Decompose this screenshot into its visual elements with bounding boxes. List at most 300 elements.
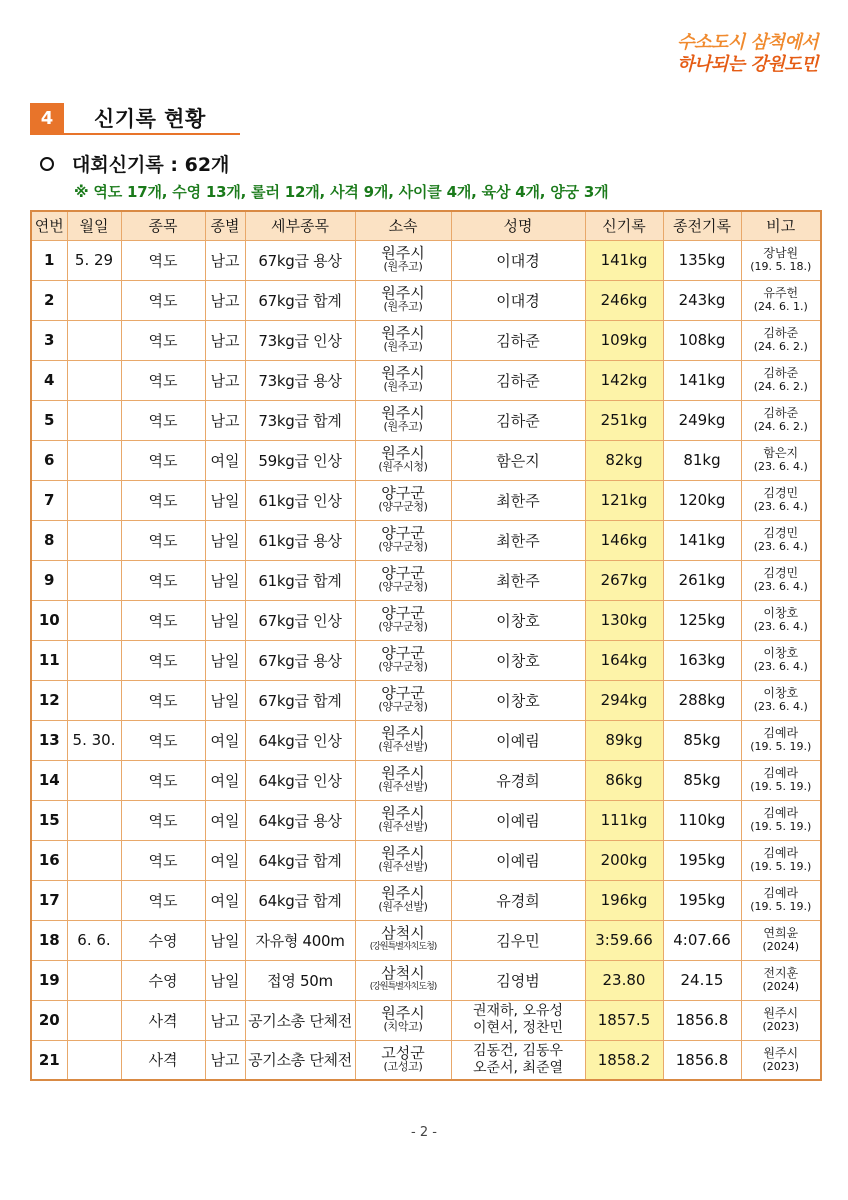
- org-main: 원주시: [381, 244, 425, 262]
- org-sub: (양구군청): [378, 660, 428, 673]
- cell-org: [355, 920, 451, 960]
- cell-note: [741, 560, 821, 600]
- cell-note: [741, 280, 821, 320]
- note-date: (23. 6. 4.): [753, 620, 808, 633]
- cell-date: [67, 600, 121, 640]
- org-main: 원주시: [381, 844, 425, 862]
- records-table: [30, 210, 822, 1081]
- note-date: (24. 6. 2.): [753, 340, 808, 353]
- cell-sport: 역도: [121, 360, 205, 400]
- cell-org: [355, 520, 451, 560]
- org-sub: (원주선발): [378, 900, 428, 913]
- cell-date: 5. 30.: [67, 720, 121, 760]
- cell-name: 이대경: [451, 280, 585, 320]
- cell-date: [67, 1040, 121, 1080]
- header-no: 연번: [31, 211, 67, 240]
- cell-detail: 73kg급 용상: [245, 360, 355, 400]
- cell-no: 7: [31, 480, 67, 520]
- table-row: [31, 960, 821, 1000]
- cell-org: [355, 960, 451, 1000]
- circle-bullet-icon: [40, 157, 54, 171]
- record-breakdown-note: ※ 역도 17개, 수영 13개, 롤러 12개, 사격 9개, 사이클 4개, 육상 4개, 양궁 3개: [74, 183, 609, 201]
- subheading-text: 대회신기록 : 62개: [72, 154, 230, 176]
- header-org: 소속: [355, 211, 451, 240]
- cell-new-record: 89kg: [585, 720, 663, 760]
- cell-new-record: 146kg: [585, 520, 663, 560]
- cell-detail: 공기소총 단체전: [245, 1040, 355, 1080]
- cell-org: [355, 1000, 451, 1040]
- cell-sport: 역도: [121, 600, 205, 640]
- note-date: (19. 5. 19.): [750, 860, 812, 873]
- cell-note: [741, 680, 821, 720]
- cell-no: 18: [31, 920, 67, 960]
- cell-org: [355, 800, 451, 840]
- cell-sport: 수영: [121, 960, 205, 1000]
- org-main: 원주시: [381, 764, 425, 782]
- cell-org: [355, 360, 451, 400]
- brand-line-2: 하나되는 강원도민: [677, 54, 818, 75]
- cell-prev-record: 195kg: [663, 880, 741, 920]
- cell-division: 남고: [205, 1000, 245, 1040]
- cell-sport: 역도: [121, 880, 205, 920]
- note-date: (23. 6. 4.): [753, 660, 808, 673]
- org-main: 삼척시: [381, 964, 425, 982]
- table-row: [31, 640, 821, 680]
- cell-note: [741, 1000, 821, 1040]
- org-sub: (양구군청): [378, 580, 428, 593]
- header-name: 성명: [451, 211, 585, 240]
- cell-date: [67, 480, 121, 520]
- header-note: 비고: [741, 211, 821, 240]
- org-sub: (원주고): [383, 340, 423, 353]
- cell-org: [355, 280, 451, 320]
- org-sub: (양구군청): [378, 700, 428, 713]
- org-main: 양구군: [381, 484, 425, 502]
- org-main: 양구군: [381, 524, 425, 542]
- note-date: (23. 6. 4.): [753, 580, 808, 593]
- cell-date: [67, 440, 121, 480]
- cell-no: 14: [31, 760, 67, 800]
- cell-prev-record: 163kg: [663, 640, 741, 680]
- cell-name: 유경희: [451, 760, 585, 800]
- cell-name: 함은지: [451, 440, 585, 480]
- cell-sport: 역도: [121, 760, 205, 800]
- org-sub: (강원특별자치도청): [369, 982, 437, 992]
- cell-detail: 67kg급 합계: [245, 680, 355, 720]
- brand-slogan: [677, 32, 818, 76]
- cell-no: 21: [31, 1040, 67, 1080]
- cell-no: 19: [31, 960, 67, 1000]
- header-division: 종별: [205, 211, 245, 240]
- cell-name: 김하준: [451, 360, 585, 400]
- cell-prev-record: 261kg: [663, 560, 741, 600]
- org-sub: (원주선발): [378, 820, 428, 833]
- cell-sport: 역도: [121, 640, 205, 680]
- note-holder: 전지훈: [763, 966, 799, 980]
- cell-name: 김동건, 김동우 오준서, 최준열: [451, 1040, 585, 1080]
- org-main: 원주시: [381, 884, 425, 902]
- cell-detail: 61kg급 합계: [245, 560, 355, 600]
- note-date: (2023): [762, 1059, 800, 1073]
- note-date: (19. 5. 19.): [750, 740, 812, 753]
- cell-prev-record: 1856.8: [663, 1000, 741, 1040]
- records-body: [31, 240, 821, 1080]
- org-sub: (양구군청): [378, 500, 428, 513]
- cell-name: 최한주: [451, 560, 585, 600]
- table-row: [31, 840, 821, 880]
- cell-division: 남고: [205, 280, 245, 320]
- cell-detail: 61kg급 용상: [245, 520, 355, 560]
- cell-org: [355, 480, 451, 520]
- cell-date: 6. 6.: [67, 920, 121, 960]
- cell-no: 11: [31, 640, 67, 680]
- header-prev-record: 종전기록: [663, 211, 741, 240]
- cell-division: 여일: [205, 440, 245, 480]
- cell-division: 남일: [205, 480, 245, 520]
- cell-prev-record: 81kg: [663, 440, 741, 480]
- cell-name: 이창호: [451, 600, 585, 640]
- cell-org: [355, 840, 451, 880]
- table-row: [31, 680, 821, 720]
- subheading: [40, 150, 229, 177]
- note-holder: 김경민: [763, 486, 799, 500]
- org-main: 원주시: [381, 324, 425, 342]
- cell-detail: 접영 50m: [245, 960, 355, 1000]
- cell-sport: 역도: [121, 720, 205, 760]
- cell-sport: 역도: [121, 560, 205, 600]
- table-row: [31, 480, 821, 520]
- cell-new-record: 164kg: [585, 640, 663, 680]
- cell-division: 남일: [205, 640, 245, 680]
- org-sub: (치악고): [383, 1020, 423, 1033]
- cell-name: 권재하, 오유성 이현서, 정찬민: [451, 1000, 585, 1040]
- section-heading: [30, 103, 240, 135]
- cell-note: [741, 800, 821, 840]
- cell-date: [67, 360, 121, 400]
- cell-sport: 역도: [121, 280, 205, 320]
- cell-division: 남일: [205, 960, 245, 1000]
- cell-no: 5: [31, 400, 67, 440]
- note-date: (2024): [762, 940, 800, 953]
- brand-line-1: 수소도시 삼척에서: [677, 32, 818, 53]
- cell-name: 이예림: [451, 840, 585, 880]
- cell-division: 남고: [205, 320, 245, 360]
- cell-new-record: 1858.2: [585, 1040, 663, 1080]
- org-main: 원주시: [381, 404, 425, 422]
- cell-org: [355, 240, 451, 280]
- cell-note: [741, 360, 821, 400]
- cell-prev-record: 243kg: [663, 280, 741, 320]
- org-sub: (강원특별자치도청): [369, 942, 437, 952]
- cell-new-record: 246kg: [585, 280, 663, 320]
- cell-sport: 수영: [121, 920, 205, 960]
- cell-prev-record: 24.15: [663, 960, 741, 1000]
- cell-date: [67, 640, 121, 680]
- org-main: 원주시: [381, 444, 425, 462]
- cell-name: 김하준: [451, 320, 585, 360]
- note-date: (19. 5. 19.): [750, 820, 812, 833]
- cell-prev-record: 120kg: [663, 480, 741, 520]
- cell-org: [355, 440, 451, 480]
- note-holder: 김예라: [763, 766, 799, 780]
- org-sub: (고성고): [383, 1059, 423, 1073]
- table-row: [31, 1000, 821, 1040]
- cell-detail: 67kg급 합계: [245, 280, 355, 320]
- table-header-row: [31, 211, 821, 240]
- header-detail: 세부종목: [245, 211, 355, 240]
- org-main: 양구군: [381, 684, 425, 702]
- cell-division: 여일: [205, 800, 245, 840]
- org-sub: (원주고): [383, 420, 423, 433]
- cell-detail: 자유형 400m: [245, 920, 355, 960]
- table-row: [31, 520, 821, 560]
- note-holder: 이창호: [763, 686, 799, 700]
- cell-name: 유경희: [451, 880, 585, 920]
- cell-new-record: 82kg: [585, 440, 663, 480]
- cell-name: 이예림: [451, 800, 585, 840]
- cell-no: 9: [31, 560, 67, 600]
- note-date: (19. 5. 18.): [750, 260, 812, 273]
- cell-no: 10: [31, 600, 67, 640]
- cell-detail: 59kg급 인상: [245, 440, 355, 480]
- cell-detail: 67kg급 용상: [245, 240, 355, 280]
- cell-prev-record: 249kg: [663, 400, 741, 440]
- cell-division: 남고: [205, 240, 245, 280]
- cell-name: 최한주: [451, 520, 585, 560]
- table-row: [31, 240, 821, 280]
- note-holder: 김예라: [763, 886, 799, 900]
- note-holder: 김경민: [763, 566, 799, 580]
- org-main: 양구군: [381, 644, 425, 662]
- note-date: (24. 6. 2.): [753, 420, 808, 433]
- cell-name: 김하준: [451, 400, 585, 440]
- cell-note: [741, 840, 821, 880]
- note-date: (23. 6. 4.): [753, 460, 808, 473]
- note-holder: 김하준: [763, 326, 799, 340]
- cell-no: 6: [31, 440, 67, 480]
- note-holder: 함은지: [763, 446, 799, 460]
- cell-detail: 64kg급 인상: [245, 760, 355, 800]
- cell-sport: 역도: [121, 320, 205, 360]
- cell-sport: 역도: [121, 240, 205, 280]
- cell-org: [355, 640, 451, 680]
- note-holder: 김경민: [763, 526, 799, 540]
- org-main: 원주시: [381, 724, 425, 742]
- cell-name: 김우민: [451, 920, 585, 960]
- org-sub: (양구군청): [378, 620, 428, 633]
- cell-date: [67, 760, 121, 800]
- table-row: [31, 600, 821, 640]
- cell-division: 남일: [205, 920, 245, 960]
- section-number: 4: [30, 103, 64, 133]
- cell-prev-record: 135kg: [663, 240, 741, 280]
- cell-prev-record: 141kg: [663, 360, 741, 400]
- header-sport: 종목: [121, 211, 205, 240]
- cell-no: 17: [31, 880, 67, 920]
- cell-note: [741, 960, 821, 1000]
- cell-sport: 역도: [121, 480, 205, 520]
- cell-org: [355, 880, 451, 920]
- cell-org: [355, 1040, 451, 1080]
- cell-note: [741, 880, 821, 920]
- cell-new-record: 142kg: [585, 360, 663, 400]
- cell-division: 남고: [205, 1040, 245, 1080]
- cell-sport: 역도: [121, 840, 205, 880]
- cell-date: [67, 520, 121, 560]
- org-main: 고성군: [381, 1043, 425, 1062]
- note-holder: 김예라: [763, 726, 799, 740]
- cell-new-record: 111kg: [585, 800, 663, 840]
- cell-no: 8: [31, 520, 67, 560]
- table-row: [31, 760, 821, 800]
- cell-org: [355, 720, 451, 760]
- cell-detail: 67kg급 용상: [245, 640, 355, 680]
- org-main: 양구군: [381, 564, 425, 582]
- cell-division: 남고: [205, 400, 245, 440]
- cell-sport: 사격: [121, 1040, 205, 1080]
- org-main: 원주시: [381, 284, 425, 302]
- cell-prev-record: 195kg: [663, 840, 741, 880]
- cell-date: [67, 400, 121, 440]
- cell-prev-record: 288kg: [663, 680, 741, 720]
- cell-note: [741, 1040, 821, 1080]
- cell-note: [741, 760, 821, 800]
- cell-detail: 공기소총 단체전: [245, 1000, 355, 1040]
- cell-no: 16: [31, 840, 67, 880]
- note-holder: 이창호: [763, 646, 799, 660]
- table-row: [31, 1040, 821, 1080]
- note-date: (23. 6. 4.): [753, 540, 808, 553]
- section-title: 신기록 현황: [94, 107, 206, 131]
- cell-sport: 사격: [121, 1000, 205, 1040]
- cell-detail: 73kg급 합계: [245, 400, 355, 440]
- cell-name: 이창호: [451, 640, 585, 680]
- cell-note: [741, 600, 821, 640]
- cell-detail: 64kg급 용상: [245, 800, 355, 840]
- table-row: [31, 280, 821, 320]
- note-holder: 김예라: [763, 806, 799, 820]
- cell-name: 이예림: [451, 720, 585, 760]
- cell-date: [67, 680, 121, 720]
- org-sub: (원주고): [383, 260, 423, 273]
- cell-division: 남일: [205, 560, 245, 600]
- cell-new-record: 121kg: [585, 480, 663, 520]
- header-date: 월일: [67, 211, 121, 240]
- org-sub: (원주선발): [378, 740, 428, 753]
- cell-new-record: 196kg: [585, 880, 663, 920]
- cell-new-record: 109kg: [585, 320, 663, 360]
- cell-no: 15: [31, 800, 67, 840]
- cell-org: [355, 320, 451, 360]
- note-date: (2023): [762, 1020, 800, 1033]
- cell-new-record: 86kg: [585, 760, 663, 800]
- header-new-record: 신기록: [585, 211, 663, 240]
- cell-new-record: 200kg: [585, 840, 663, 880]
- note-date: (24. 6. 1.): [753, 300, 808, 313]
- note-date: (19. 5. 19.): [750, 780, 812, 793]
- org-main: 원주시: [381, 804, 425, 822]
- note-date: (24. 6. 2.): [753, 380, 808, 393]
- cell-division: 남일: [205, 600, 245, 640]
- org-sub: (원주선발): [378, 780, 428, 793]
- cell-no: 2: [31, 280, 67, 320]
- cell-new-record: 130kg: [585, 600, 663, 640]
- note-date: (23. 6. 4.): [753, 500, 808, 513]
- cell-division: 여일: [205, 760, 245, 800]
- cell-name: 김영범: [451, 960, 585, 1000]
- cell-detail: 61kg급 인상: [245, 480, 355, 520]
- cell-date: [67, 960, 121, 1000]
- table-row: [31, 400, 821, 440]
- cell-division: 여일: [205, 840, 245, 880]
- cell-org: [355, 560, 451, 600]
- note-holder: 김하준: [763, 406, 799, 420]
- cell-org: [355, 760, 451, 800]
- cell-name: 이대경: [451, 240, 585, 280]
- note-holder: 유주헌: [763, 286, 799, 300]
- cell-new-record: 251kg: [585, 400, 663, 440]
- cell-note: [741, 640, 821, 680]
- table-row: [31, 440, 821, 480]
- cell-division: 여일: [205, 880, 245, 920]
- cell-detail: 64kg급 합계: [245, 880, 355, 920]
- cell-date: 5. 29: [67, 240, 121, 280]
- cell-new-record: 23.80: [585, 960, 663, 1000]
- cell-note: [741, 480, 821, 520]
- cell-new-record: 294kg: [585, 680, 663, 720]
- note-date: (19. 5. 19.): [750, 900, 812, 913]
- cell-sport: 역도: [121, 680, 205, 720]
- cell-name: 최한주: [451, 480, 585, 520]
- table-row: [31, 320, 821, 360]
- table-row: [31, 720, 821, 760]
- cell-no: 4: [31, 360, 67, 400]
- table-row: [31, 360, 821, 400]
- note-holder: 연희윤: [763, 926, 799, 940]
- cell-prev-record: 141kg: [663, 520, 741, 560]
- cell-prev-record: 4:07.66: [663, 920, 741, 960]
- cell-no: 3: [31, 320, 67, 360]
- cell-prev-record: 108kg: [663, 320, 741, 360]
- cell-division: 남일: [205, 520, 245, 560]
- cell-prev-record: 85kg: [663, 760, 741, 800]
- cell-date: [67, 320, 121, 360]
- note-holder: 원주시: [763, 1045, 799, 1060]
- cell-prev-record: 110kg: [663, 800, 741, 840]
- cell-date: [67, 1000, 121, 1040]
- cell-no: 20: [31, 1000, 67, 1040]
- org-main: 양구군: [381, 604, 425, 622]
- cell-date: [67, 880, 121, 920]
- cell-new-record: 1857.5: [585, 1000, 663, 1040]
- cell-sport: 역도: [121, 520, 205, 560]
- org-sub: (원주고): [383, 380, 423, 393]
- cell-note: [741, 240, 821, 280]
- table-row: [31, 800, 821, 840]
- cell-no: 12: [31, 680, 67, 720]
- org-sub: (양구군청): [378, 540, 428, 553]
- cell-sport: 역도: [121, 800, 205, 840]
- page-number: - 2 -: [411, 1125, 437, 1140]
- cell-new-record: 3:59.66: [585, 920, 663, 960]
- note-holder: 이창호: [763, 606, 799, 620]
- cell-note: [741, 920, 821, 960]
- cell-no: 1: [31, 240, 67, 280]
- cell-prev-record: 125kg: [663, 600, 741, 640]
- cell-new-record: 267kg: [585, 560, 663, 600]
- cell-note: [741, 520, 821, 560]
- cell-prev-record: 85kg: [663, 720, 741, 760]
